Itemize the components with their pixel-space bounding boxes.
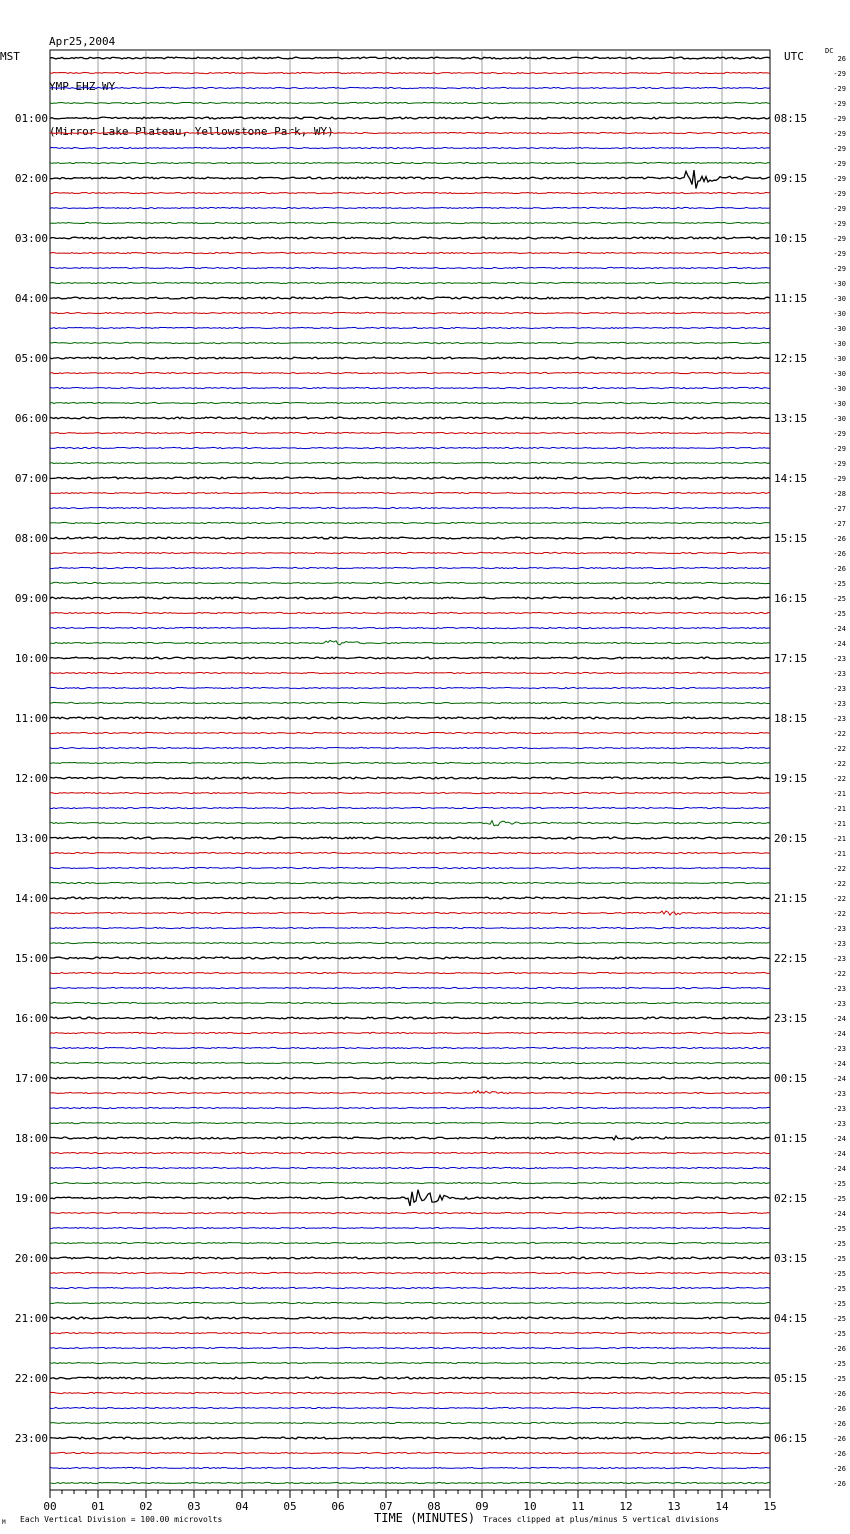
mst-hour-label: 09:00 (14, 592, 48, 605)
x-tick-label: 09 (475, 1500, 489, 1513)
seismic-trace (50, 762, 770, 763)
mst-hour-label: 02:00 (14, 172, 48, 185)
dc-value: -30 (833, 370, 846, 378)
dc-value: -29 (833, 445, 846, 453)
seismic-trace (50, 1467, 770, 1468)
plot-frame (50, 50, 770, 1490)
seismic-trace (50, 927, 770, 928)
seismic-trace (50, 821, 770, 826)
seismic-trace (50, 102, 770, 103)
seismic-trace (50, 687, 770, 688)
seismic-trace (50, 1422, 770, 1423)
dc-value: -29 (833, 115, 846, 123)
dc-value: -30 (833, 385, 846, 393)
utc-hour-label: 06:15 (774, 1432, 808, 1445)
seismic-trace (50, 1190, 770, 1206)
utc-hour-label: 14:15 (774, 472, 808, 485)
seismic-trace (50, 477, 770, 479)
seismic-trace (50, 147, 770, 148)
dc-value: -21 (833, 835, 846, 843)
dc-value: -23 (833, 1120, 846, 1128)
seismic-trace (50, 522, 770, 523)
seismic-trace (50, 747, 770, 748)
dc-value: -21 (833, 805, 846, 813)
mst-hour-label: 21:00 (14, 1312, 48, 1325)
mst-hour-label: 10:00 (14, 652, 48, 665)
dc-value: -25 (833, 1225, 846, 1233)
x-tick-label: 01 (91, 1500, 105, 1513)
seismic-trace (50, 552, 770, 553)
seismic-trace (50, 1347, 770, 1348)
dc-value: -24 (833, 640, 846, 648)
dc-value: -29 (833, 70, 846, 78)
dc-value: -30 (833, 325, 846, 333)
seismic-trace (50, 717, 770, 719)
dc-value: -30 (833, 355, 846, 363)
seismic-trace (50, 402, 770, 403)
dc-value: -22 (833, 970, 846, 978)
dc-value: -26 (833, 1420, 846, 1428)
mst-hour-label: 13:00 (14, 832, 48, 845)
seismic-trace (50, 1136, 770, 1140)
seismic-trace (50, 1392, 770, 1393)
dc-value: -25 (833, 1375, 846, 1383)
station-label: YMP EHZ WY (49, 80, 116, 93)
seismic-trace (50, 507, 770, 508)
seismic-trace (50, 867, 770, 868)
seismic-trace (50, 132, 770, 133)
x-tick-label: 10 (523, 1500, 537, 1513)
seismic-trace (50, 537, 770, 539)
utc-hour-label: 13:15 (774, 412, 808, 425)
mst-hour-label: 17:00 (14, 1072, 48, 1085)
utc-hour-label: 20:15 (774, 832, 808, 845)
dc-value: -29 (833, 190, 846, 198)
dc-value: -24 (833, 625, 846, 633)
x-tick-label: 15 (763, 1500, 777, 1513)
seismic-trace (50, 1302, 770, 1303)
seismic-trace (50, 627, 770, 628)
mst-hour-label: 20:00 (14, 1252, 48, 1265)
dc-value: -29 (833, 430, 846, 438)
seismic-trace (50, 387, 770, 388)
dc-value: -26 (833, 565, 846, 573)
seismic-trace (50, 372, 770, 373)
footer-corner-mark: M (2, 1519, 6, 1526)
dc-value: -26 (833, 1435, 846, 1443)
dc-value: -24 (833, 1210, 846, 1218)
mst-hour-label: 11:00 (14, 712, 48, 725)
seismic-trace (50, 1062, 770, 1063)
utc-hour-label: 01:15 (774, 1132, 808, 1145)
mst-hour-label: 14:00 (14, 892, 48, 905)
seismic-trace (50, 1272, 770, 1273)
mst-hour-label: 23:00 (14, 1432, 48, 1445)
dc-value: -23 (833, 655, 846, 663)
x-tick-label: 07 (379, 1500, 393, 1513)
x-tick-label: 13 (667, 1500, 681, 1513)
dc-value: -23 (833, 670, 846, 678)
dc-value: -26 (833, 1450, 846, 1458)
dc-value: -22 (833, 895, 846, 903)
seismic-trace (50, 327, 770, 328)
mst-hour-label: 05:00 (14, 352, 48, 365)
mst-hour-label: 07:00 (14, 472, 48, 485)
seismic-trace (50, 357, 770, 359)
utc-hour-label: 02:15 (774, 1192, 808, 1205)
dc-value: -29 (833, 475, 846, 483)
seismic-trace (50, 417, 770, 419)
dc-value: -22 (833, 865, 846, 873)
seismic-trace (50, 192, 770, 193)
dc-value: -25 (833, 1270, 846, 1278)
utc-hour-label: 05:15 (774, 1372, 808, 1385)
mst-hour-label: 19:00 (14, 1192, 48, 1205)
dc-value: -25 (833, 595, 846, 603)
seismic-trace (50, 342, 770, 343)
utc-hour-label: 08:15 (774, 112, 808, 125)
dc-value: -26 (833, 1465, 846, 1473)
mst-hour-label: 01:00 (14, 112, 48, 125)
seismic-trace (50, 942, 770, 943)
dc-value: -24 (833, 1060, 846, 1068)
x-tick-label: 12 (619, 1500, 633, 1513)
dc-value: -24 (833, 1165, 846, 1173)
seismic-trace (50, 207, 770, 208)
dc-label: DC (825, 47, 834, 55)
dc-value: -27 (833, 505, 846, 513)
seismic-trace (50, 1017, 770, 1019)
dc-value: -25 (833, 1180, 846, 1188)
dc-value: -23 (833, 1000, 846, 1008)
seismic-trace (50, 957, 770, 959)
seismic-trace (50, 447, 770, 448)
seismic-trace (50, 1002, 770, 1003)
right-timezone-label: UTC (784, 50, 804, 63)
clipping-note: Traces clipped at plus/minus 5 vertical divisions (483, 1515, 720, 1524)
seismic-trace (50, 1482, 770, 1483)
dc-value: -25 (833, 1315, 846, 1323)
x-tick-label: 04 (235, 1500, 249, 1513)
seismic-trace (50, 1167, 770, 1168)
utc-hour-label: 22:15 (774, 952, 808, 965)
mst-hour-label: 15:00 (14, 952, 48, 965)
seismic-trace (50, 792, 770, 793)
seismic-trace (50, 312, 770, 313)
seismic-trace (50, 170, 770, 188)
seismic-trace (50, 672, 770, 673)
mst-hour-label: 16:00 (14, 1012, 48, 1025)
seismic-trace (50, 1227, 770, 1228)
dc-value: -22 (833, 745, 846, 753)
dc-value: -30 (833, 415, 846, 423)
dc-value: -29 (833, 145, 846, 153)
dc-value: -25 (833, 1195, 846, 1203)
dc-value: -23 (833, 925, 846, 933)
seismic-trace (50, 852, 770, 853)
utc-hour-label: 21:15 (774, 892, 808, 905)
utc-hour-label: 18:15 (774, 712, 808, 725)
dc-value: -30 (833, 295, 846, 303)
mst-hour-label: 03:00 (14, 232, 48, 245)
seismic-trace (50, 732, 770, 733)
x-axis-title: TIME (MINUTES) (374, 1511, 476, 1525)
seismic-trace (50, 807, 770, 808)
seismic-trace (50, 1407, 770, 1408)
dc-value: -24 (833, 1150, 846, 1158)
seismic-trace (50, 1077, 770, 1079)
utc-hour-label: 16:15 (774, 592, 808, 605)
seismic-trace (50, 1242, 770, 1243)
seismic-trace (50, 897, 770, 899)
seismic-trace (50, 1032, 770, 1033)
date-label: Apr25,2004 (49, 35, 116, 48)
utc-hour-label: 09:15 (774, 172, 808, 185)
dc-value: -25 (833, 580, 846, 588)
seismic-trace (50, 1452, 770, 1453)
dc-value: -23 (833, 1045, 846, 1053)
x-tick-label: 08 (427, 1500, 441, 1513)
seismic-trace (50, 567, 770, 568)
dc-value: -29 (833, 130, 846, 138)
utc-hour-label: 15:15 (774, 532, 808, 545)
seismic-trace (50, 252, 770, 253)
seismic-trace (50, 1257, 770, 1259)
utc-hour-label: 10:15 (774, 232, 808, 245)
seismic-trace (50, 72, 770, 73)
seismic-trace (50, 1332, 770, 1333)
dc-value: -25 (833, 610, 846, 618)
dc-value: -29 (833, 460, 846, 468)
x-tick-label: 02 (139, 1500, 153, 1513)
seismic-trace (50, 432, 770, 433)
seismic-trace (50, 1317, 770, 1319)
seismic-trace (50, 462, 770, 463)
seismic-trace (50, 282, 770, 283)
mst-hour-label: 04:00 (14, 292, 48, 305)
x-tick-label: 11 (571, 1500, 585, 1513)
dc-value: -29 (833, 265, 846, 273)
dc-value: 26 (837, 55, 846, 63)
seismic-trace (50, 237, 770, 239)
seismic-trace (50, 911, 770, 915)
dc-value: -30 (833, 310, 846, 318)
location-label: (Mirror Lake Plateau, Yellowstone Park, WY) (49, 125, 334, 138)
seismic-trace (50, 582, 770, 583)
seismic-trace (50, 162, 770, 163)
utc-hour-label: 23:15 (774, 1012, 808, 1025)
utc-hour-label: 12:15 (774, 352, 808, 365)
dc-value: -22 (833, 730, 846, 738)
seismic-trace (50, 1047, 770, 1048)
dc-value: -26 (833, 1390, 846, 1398)
utc-hour-label: 00:15 (774, 1072, 808, 1085)
mst-hour-label: 22:00 (14, 1372, 48, 1385)
dc-value: -27 (833, 520, 846, 528)
dc-value: -28 (833, 490, 846, 498)
dc-value: -22 (833, 880, 846, 888)
seismic-trace (50, 612, 770, 613)
dc-value: -29 (833, 160, 846, 168)
dc-value: -25 (833, 1300, 846, 1308)
seismic-trace (50, 267, 770, 268)
dc-value: -25 (833, 1285, 846, 1293)
seismic-trace (50, 1362, 770, 1363)
x-tick-label: 05 (283, 1500, 297, 1513)
x-tick-label: 00 (43, 1500, 57, 1513)
dc-value: -22 (833, 910, 846, 918)
dc-value: -23 (833, 955, 846, 963)
dc-value: -21 (833, 790, 846, 798)
dc-value: -26 (833, 550, 846, 558)
dc-value: -29 (833, 205, 846, 213)
dc-value: -29 (833, 85, 846, 93)
vertical-division-note: Each Vertical Division = 100.00 microvolts (20, 1515, 223, 1524)
dc-value: -25 (833, 1240, 846, 1248)
dc-value: -23 (833, 1105, 846, 1113)
dc-value: -26 (833, 1480, 846, 1488)
dc-value: -29 (833, 235, 846, 243)
dc-value: -23 (833, 715, 846, 723)
dc-value: -23 (833, 985, 846, 993)
dc-value: -22 (833, 775, 846, 783)
dc-value: -24 (833, 1075, 846, 1083)
seismic-trace (50, 657, 770, 659)
utc-hour-label: 04:15 (774, 1312, 808, 1325)
x-tick-label: 06 (331, 1500, 345, 1513)
utc-hour-label: 03:15 (774, 1252, 808, 1265)
utc-hour-label: 17:15 (774, 652, 808, 665)
utc-hour-label: 11:15 (774, 292, 808, 305)
dc-value: -24 (833, 1015, 846, 1023)
dc-value: -24 (833, 1030, 846, 1038)
seismic-trace (50, 987, 770, 988)
seismic-trace (50, 492, 770, 493)
dc-value: -21 (833, 850, 846, 858)
seismic-trace (50, 1182, 770, 1183)
left-timezone-label: MST (0, 50, 20, 63)
seismic-trace (50, 597, 770, 599)
seismic-trace (50, 1122, 770, 1123)
seismic-trace (50, 1287, 770, 1288)
seismic-trace (50, 117, 770, 119)
dc-value: -23 (833, 700, 846, 708)
seismic-trace (50, 87, 770, 88)
seismic-trace (50, 702, 770, 703)
dc-value: -22 (833, 760, 846, 768)
dc-value: -25 (833, 1255, 846, 1263)
seismic-trace (50, 837, 770, 839)
dc-value: -29 (833, 100, 846, 108)
mst-hour-label: 08:00 (14, 532, 48, 545)
dc-value: -30 (833, 400, 846, 408)
x-tick-label: 03 (187, 1500, 201, 1513)
seismic-trace (50, 1437, 770, 1439)
dc-value: -30 (833, 340, 846, 348)
dc-value: -25 (833, 1330, 846, 1338)
seismic-trace (50, 1377, 770, 1379)
utc-hour-label: 19:15 (774, 772, 808, 785)
dc-value: -26 (833, 535, 846, 543)
dc-value: -26 (833, 1405, 846, 1413)
seismic-trace (50, 777, 770, 779)
dc-value: -24 (833, 1135, 846, 1143)
dc-value: -23 (833, 1090, 846, 1098)
dc-value: -26 (833, 1345, 846, 1353)
dc-value: -23 (833, 940, 846, 948)
seismic-trace (50, 57, 770, 59)
seismic-trace (50, 222, 770, 223)
seismic-trace (50, 1091, 770, 1094)
dc-value: -25 (833, 1360, 846, 1368)
seismic-trace (50, 1152, 770, 1153)
x-tick-label: 14 (715, 1500, 729, 1513)
dc-value: -29 (833, 250, 846, 258)
seismic-trace (50, 972, 770, 973)
dc-value: -29 (833, 220, 846, 228)
dc-value: -30 (833, 280, 846, 288)
mst-hour-label: 06:00 (14, 412, 48, 425)
mst-hour-label: 12:00 (14, 772, 48, 785)
seismic-trace (50, 1107, 770, 1108)
mst-hour-label: 18:00 (14, 1132, 48, 1145)
seismic-trace (50, 640, 770, 644)
dc-value: -21 (833, 820, 846, 828)
seismic-trace (50, 1212, 770, 1213)
seismic-trace (50, 297, 770, 299)
seismic-trace (50, 882, 770, 883)
dc-value: -29 (833, 175, 846, 183)
dc-value: -23 (833, 685, 846, 693)
